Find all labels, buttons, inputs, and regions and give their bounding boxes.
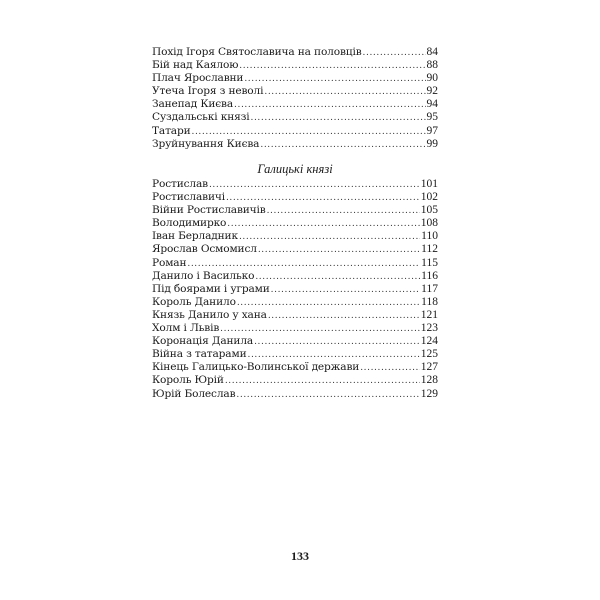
toc-entry-title: Король Данило: [152, 295, 236, 308]
dot-leader: [363, 47, 426, 60]
dot-leader: [251, 112, 426, 125]
dot-leader: [225, 375, 420, 388]
toc-entry: [152, 309, 438, 322]
dot-leader: [260, 139, 425, 152]
toc-entry-page: 118: [421, 295, 438, 308]
dot-leader: [244, 73, 425, 86]
toc-entry: [152, 85, 438, 98]
dot-leader: [227, 218, 419, 231]
toc-entry: [152, 374, 438, 387]
toc-entry: [152, 191, 438, 204]
toc-entry-title: Ярослав Осмомисл: [152, 243, 257, 256]
toc-entry-title: Війна з татарами: [152, 348, 247, 361]
dot-leader: [254, 336, 420, 349]
dot-leader: [268, 310, 420, 323]
toc-entry-title: Під боярами і уграми: [152, 282, 270, 295]
toc-entry: [152, 98, 438, 111]
toc-entry-page: 129: [420, 387, 438, 400]
toc-entry-page: 116: [421, 269, 438, 282]
toc-entry: [152, 230, 438, 243]
toc-entry-page: 84: [426, 46, 438, 58]
toc-entry-title: Зруйнування Києва: [152, 137, 260, 150]
toc-entry: [152, 388, 438, 401]
toc-entry: [152, 243, 438, 256]
toc-entry-page: 95: [426, 111, 438, 124]
toc-entry-page: 97: [426, 124, 438, 137]
table-of-contents-part-2: [152, 178, 438, 401]
toc-entry-page: 90: [426, 72, 438, 85]
toc-entry: [152, 322, 438, 335]
toc-entry-title: Похід Ігоря Святославича на половців: [152, 46, 362, 58]
dot-leader: [258, 244, 420, 257]
toc-entry-title: Володимирко: [152, 217, 227, 230]
toc-entry-page: 112: [421, 243, 438, 256]
toc-entry: [152, 204, 438, 217]
toc-entry: [152, 125, 438, 138]
toc-entry-title: Занепад Києва: [152, 98, 234, 111]
toc-entry-title: Данило і Василько: [152, 269, 255, 282]
toc-entry-title: Війни Ростиславичів: [152, 204, 266, 217]
toc-entry-page: 88: [426, 59, 438, 72]
dot-leader: [264, 86, 425, 99]
toc-entry-page: 124: [420, 335, 438, 348]
toc-entry-page: 123: [420, 322, 438, 335]
toc-entry-title: Іван Берладник: [152, 230, 238, 243]
toc-entry-page: 99: [426, 137, 438, 150]
toc-entry-title: Татари: [152, 124, 191, 137]
toc-entry-title: Плач Ярославни: [152, 72, 244, 85]
dot-leader: [239, 231, 420, 244]
toc-entry: [152, 361, 438, 374]
toc-entry: [152, 59, 438, 72]
toc-entry-page: 101: [420, 178, 438, 190]
toc-entry-page: 117: [421, 282, 438, 295]
toc-entry: [152, 111, 438, 124]
toc-entry: [152, 178, 438, 191]
toc-entry-title: Бій над Каялою: [152, 59, 239, 72]
toc-entry-title: Король Юрій: [152, 374, 224, 387]
toc-entry: [152, 335, 438, 348]
toc-entry-page: 128: [420, 374, 438, 387]
toc-entry-page: 92: [426, 85, 438, 98]
toc-entry-page: 94: [426, 98, 438, 111]
toc-entry: [152, 283, 438, 296]
toc-entry-title: Юрій Болеслав: [152, 387, 236, 400]
toc-entry-page: 108: [420, 217, 438, 230]
toc-entry-page: 125: [420, 348, 438, 361]
dot-leader: [239, 60, 425, 73]
toc-entry: [152, 270, 438, 283]
toc-entry-page: 102: [420, 191, 438, 204]
toc-entry-page: 121: [420, 308, 438, 321]
table-of-contents-part-1: [152, 46, 438, 151]
toc-entry-title: Роман: [152, 256, 187, 269]
toc-entry-title: Утеча Ігоря з неволі: [152, 85, 264, 98]
dot-leader: [255, 271, 420, 284]
toc-entry: [152, 46, 438, 59]
toc-entry: [152, 72, 438, 85]
toc-entry-title: Холм і Львів: [152, 322, 220, 335]
page-number: 133: [291, 549, 309, 563]
dot-leader: [209, 179, 420, 192]
toc-entry-page: 127: [420, 361, 438, 374]
dot-leader: [234, 99, 425, 112]
toc-entry-page: 105: [420, 204, 438, 217]
toc-entry: [152, 296, 438, 309]
toc-entry-title: Суздальські князі: [152, 111, 250, 124]
toc-entry-title: Ростиславичі: [152, 191, 225, 204]
toc-entry-page: 110: [421, 230, 438, 243]
section-heading: Галицькі князі: [257, 162, 333, 176]
toc-entry-title: Ростислав: [152, 178, 208, 190]
dot-leader: [271, 284, 421, 297]
toc-entry: [152, 257, 438, 270]
toc-entry-title: Коронація Данила: [152, 335, 254, 348]
toc-entry: [152, 348, 438, 361]
toc-entry: [152, 217, 438, 230]
dot-leader: [236, 389, 419, 402]
toc-entry-title: Кінець Галицько-Волинської держави: [152, 361, 360, 374]
dot-leader: [360, 362, 420, 375]
dot-leader: [267, 205, 420, 218]
toc-entry-title: Князь Данило у хана: [152, 308, 267, 321]
toc-entry-page: 115: [421, 256, 438, 269]
toc-entry: [152, 138, 438, 151]
